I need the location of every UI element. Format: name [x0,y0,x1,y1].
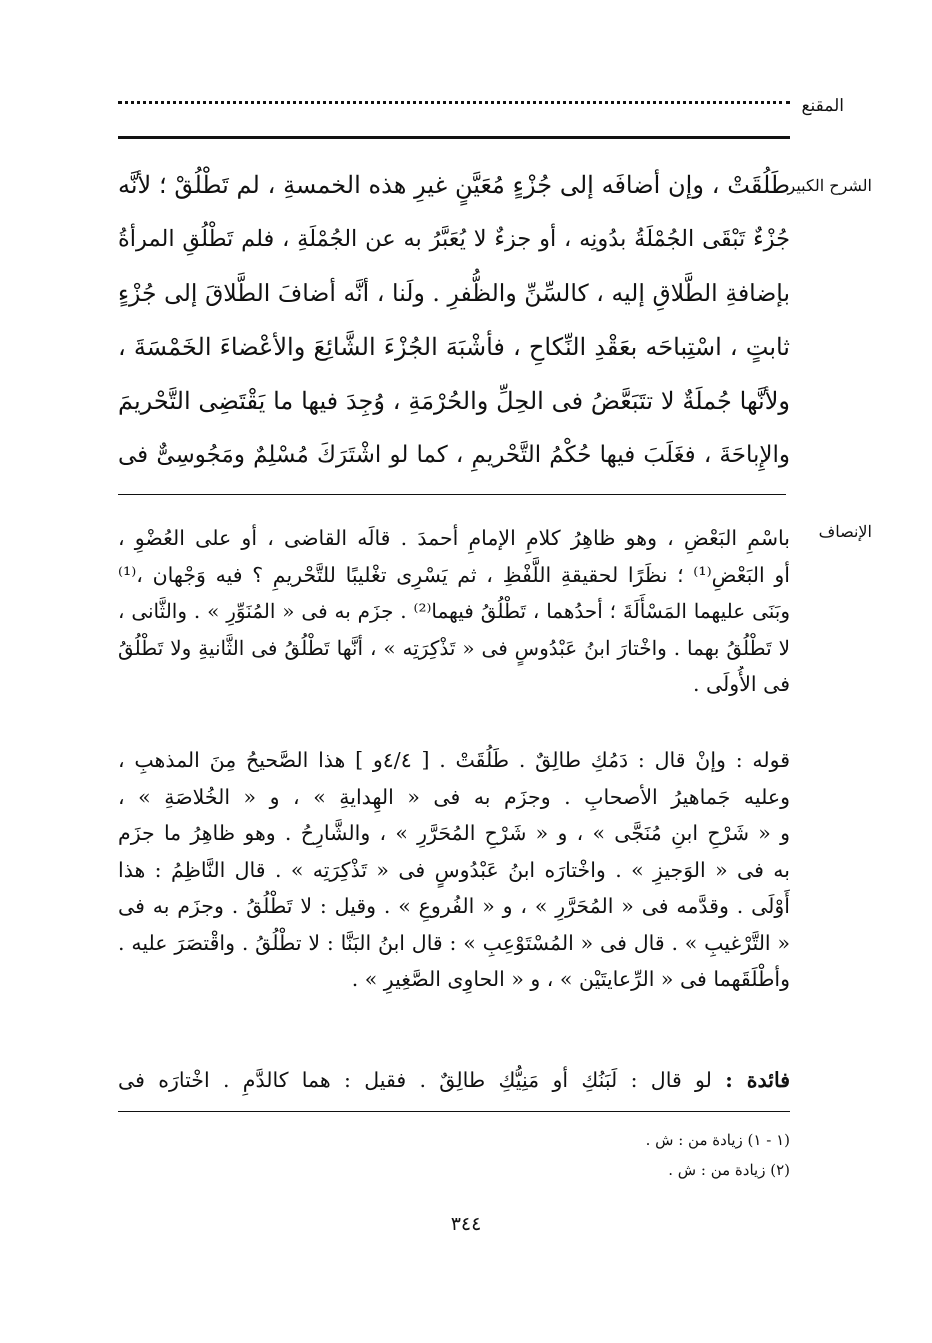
insaf-paragraph-1 [118,520,790,703]
insaf-line: أَوْلَى . وقدَّمه فى « المُحَرَّرِ » ، و « الفُروعِ » . وقيل : لا تَطْلُقُ . وجزَم به فى [118,894,790,918]
insaf-section-label: الإنصاف [818,522,872,541]
running-header-title: المقنع [801,96,844,116]
sharh-line: ثابتٍ ، اسْتِباحَه بعَقْدِ النِّكاحِ ، فأشْبَهَ الجُزْءَ الشَّائِعَ والأعْضاءَ الخَمْسَةَ ، [118,333,790,361]
insaf-line: وأطْلَقَهما فى « الرِّعايتَيْن » ، و « الحاوِى الصَّغِيرِ » . [351,967,790,991]
sharh-line: جُزْءٌ تَبْقَى الجُمْلَةُ بدُونِه ، أو جزءٌ لا يُعَبَّرُ به عن الجُمْلَةِ ، فلم تَطْلُقِ المرأةُ [118,226,790,252]
sharh-line: بإضافةِ الطَّلاقِ إليه ، كالسِّنِّ والظُّفرِ . ولَنا ، أنَّه أضافَ الطَّلاقَ إلى جُزْءٍ [118,279,790,307]
insaf-paragraph-3 [118,1062,790,1099]
insaf-line: و « شَرْحِ ابنِ مُنَجَّى » ، و « شَرْحِ المُحَرَّرِ » ، والشَّارِحُ . وهو ظاهِرُ ما جزَم [118,821,790,845]
insaf-line: وعليه جَماهيرُ الأصحابِ . وجزَم به فى « الهِدايةِ » ، و « الخُلاصَةِ » ، [118,784,790,809]
footnote: (٢) زيادة من : ش . [668,1161,790,1179]
sharh-line: ولأنَّها جُملَةٌ لا تتَبَعَّضُ فى الحِلِّ والحُرْمَةِ ، وُجِدَ فيها ما يَقْتَضِى التَّحْريمَ [118,387,790,415]
insaf-paragraph-2 [118,742,790,998]
benefit-text: لو قال : لَبَنُكِ أو مَنِيُّكِ طالِقٌ . فقيل : هما كالدَّمِ . اخْتارَه فى [118,1068,712,1092]
sharh-section-label: الشرح الكبير [787,176,872,195]
insaf-line: فى الأُولَى . [692,672,790,696]
page-number: ٣٤٤ [450,1213,482,1235]
header-dotted-rule [118,101,790,104]
insaf-line: لا تَطْلُقُ بهما . واخْتارَ ابنُ عَبْدُوسٍ فى « تَذْكِرَتِه » ، أنَّها تَطْلُقُ فى الثَّانيةِ ولا تَطْلُقُ [118,635,790,660]
insaf-line: وبَنَى عليهما المَسْأَلَةَ ؛ أحدُهما ، تَطْلُقُ فيهما⁽²⁾ . جزَم به فى « المُنَوِّرِ » . والثَّانى ، [118,599,790,623]
footnote: (١ - ١) زيادة من : ش . [645,1131,790,1149]
insaf-line: به فى « الوَجيزِ » . واخْتارَه ابنُ عَبْدُوسٍ فى « تَذْكِرَتِه » . قال النَّاظِمُ : هذا [118,857,790,882]
benefit-heading: فائدة : [725,1068,790,1092]
sharh-line: والإِباحَةَ ، فغَلَبَ فيها حُكْمُ التَّحْريمِ ، كما لو اشْتَرَكَ مُسْلِمٌ ومَجُوسِىٌّ فى [118,442,790,468]
footnote-rule [118,1111,790,1112]
insaf-line: « التَّرْغيبِ » . قال فى « المُسْتَوْعِبِ » : قال ابنُ البَنَّا : لا تطْلُقُ . واقْتصَرَ عليه . [118,930,790,955]
header-thick-rule [118,136,790,139]
insaf-line: قوله : وإنْ قال : دَمُكِ طالِقٌ . طَلُقَتْ . [ ٤/٤و ] هذا الصَّحيحُ مِنَ المذهبِ ، [118,748,790,772]
insaf-line: باسْمِ البَعْضِ ، وهو ظاهِرُ كلامِ الإمامِ أحمدَ . قالَه القاضى ، أو على العُضْوِ ، [118,526,790,550]
insaf-line: أو البَعْضِ⁽¹⁾ ؛ نظَرًا لحقيقةِ اللَّفْظِ ، ثم يَسْرِى تغْليبًا للتَّحْريمِ ؟ فيه وَجْهان ،⁽¹⁾ [118,562,790,587]
sharh-line: طَلُقَتْ ، وإن أضافَه إلى جُزْءٍ مُعَيَّنٍ غيرِ هذه الخمسةِ ، لم تَطْلُقْ ؛ لأنَّه [118,171,790,199]
section-divider-rule [118,494,786,495]
sharh-text-block [118,158,790,482]
insaf-line [118,1062,790,1099]
footnotes [118,1125,790,1185]
